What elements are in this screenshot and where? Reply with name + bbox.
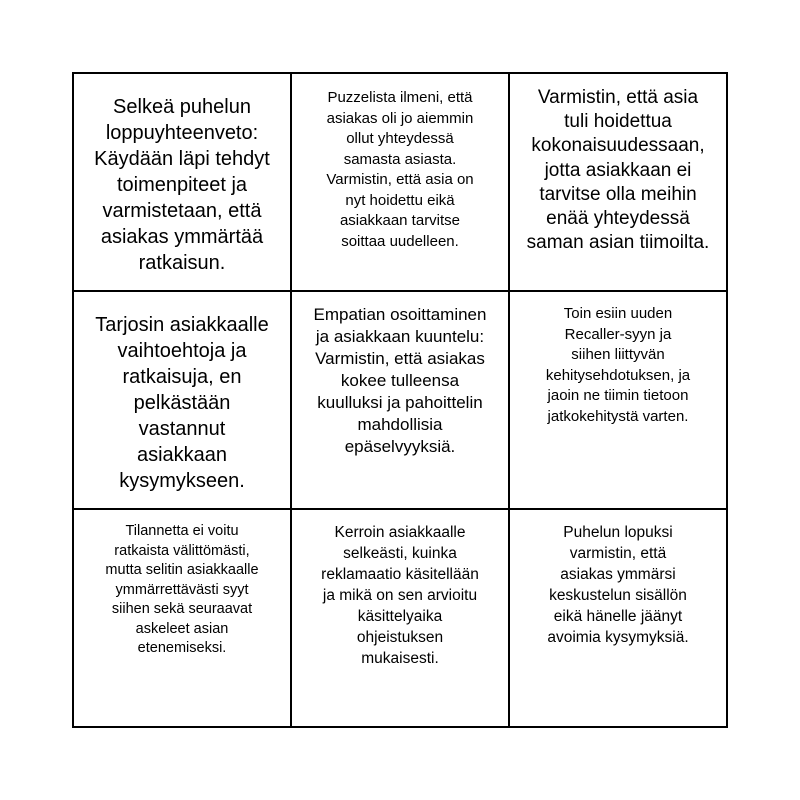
grid-cell [510, 74, 728, 292]
grid-cell [292, 510, 510, 728]
grid-cell [74, 510, 292, 728]
cell-text: Varmistin, että asia tuli hoidettua kokonaisuudessaan, jotta asiakkaan ei tarvitse olla meihin enää yhteydessä saman asian tiimoilta. [526, 87, 710, 254]
cell-text: Tarjosin asiakkaalle vaihtoehtoja ja ratkaisuja, en pelkästään vastannut asiakkaan kysymykseen. [95, 314, 269, 492]
cell-text: Puzzelista ilmeni, että asiakas oli jo aiemmin ollut yhteydessä samasta asiasta. Varmistin, että asia on nyt hoidettu eikä asiakkaan tarvitse soittaa uudelleen. [326, 89, 474, 250]
grid-cell [292, 292, 510, 510]
grid-cell [510, 510, 728, 728]
cell-text: Tilannetta ei voitu ratkaista välittömästi, mutta selitin asiakkaalle ymmärrettävästi syyt siihen sekä seuraavat askeleet asian etenemiseksi. [105, 523, 259, 656]
cell-text: Empatian osoittaminen ja asiakkaan kuuntelu: Varmistin, että asiakas kokee tulleensa kuulluksi ja pahoittelin mahdollisia epäselvyyksiä. [313, 305, 487, 456]
bingo-grid [72, 72, 728, 728]
grid-cell [292, 74, 510, 292]
cell-text: Toin esiin uuden Recaller-syyn ja siihen liittyvän kehitysehdotuksen, ja jaoin ne tiimin tietoon jatkokehitystä varten. [545, 305, 691, 425]
cell-text: Puhelun lopuksi varmistin, että asiakas ymmärsi keskustelun sisällön eikä hänelle jäänyt avoimia kysymyksiä. [547, 524, 689, 646]
cell-text: Selkeä puhelun loppuyhteenveto: Käydään läpi tehdyt toimenpiteet ja varmistetaan, että asiakas ymmärtää ratkaisun. [94, 96, 270, 274]
grid-cell [74, 74, 292, 292]
cell-text: Kerroin asiakkaalle selkeästi, kuinka reklamaatio käsitellään ja mikä on sen arvioitu käsittelyaika ohjeistuksen mukaisesti. [321, 524, 479, 667]
grid-cell [74, 292, 292, 510]
grid-cell [510, 292, 728, 510]
